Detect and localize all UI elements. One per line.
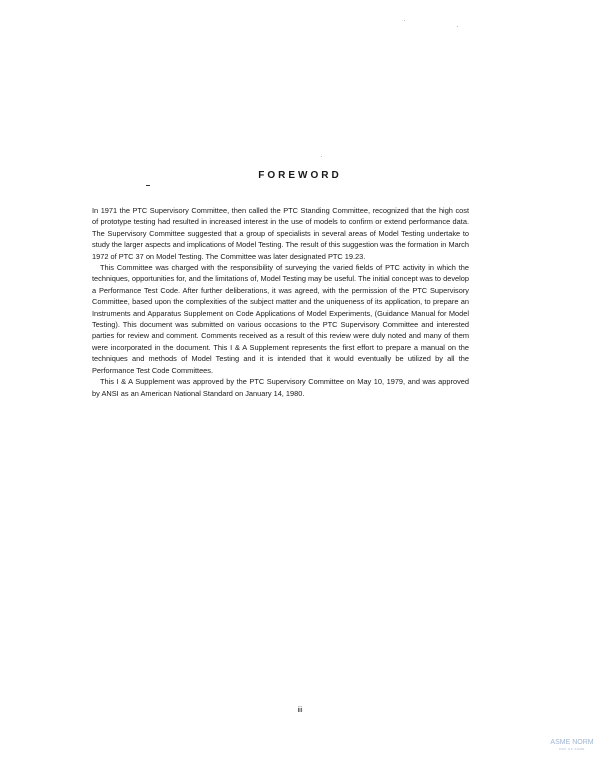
scan-speck: [457, 26, 458, 27]
dash-mark: [146, 185, 150, 186]
foreword-body: [92, 205, 469, 399]
watermark-text: ASME NORM: [550, 739, 594, 746]
paragraph: In 1971 the PTC Supervisory Committee, then called the PTC Standing Committee, recognized that the high cost of prototype testing had resulted in increased interest in the use of models to confirm or extend performance data. The Supervisory Committee suggested that a group of specialists in several areas of Model Testing undertake to study the larger aspects and implications of Model Testing. The result of this suggestion was the formation in March 1972 of PTC 37 on Model Testing. The Committee was later designated PTC 19.23.: [92, 206, 469, 261]
paragraph: This I & A Supplement was approved by the PTC Supervisory Committee on May 10, 1979, and was approved by ANSI as an American National Standard on January 14, 1980.: [92, 377, 469, 398]
scan-speck: [404, 20, 405, 21]
watermark-logo: [548, 739, 596, 751]
scan-speck: [321, 156, 322, 157]
watermark-subtext: PDF OF ASME: [559, 747, 585, 751]
page-title: FOREWORD: [258, 170, 342, 181]
page-number: iii: [297, 705, 303, 714]
paragraph: This Committee was charged with the responsibility of surveying the varied fields of PTC activity in which the techniques, opportunities for, and the limitations of, Model Testing may be useful. The initial concept was to develop a Performance Test Code. After further deliberations, it was agreed, with the permission of the PTC Supervisory Committee, based upon the complexities of the subject matter and the uniqueness of its application, to prepare an Instruments and Apparatus Supplement on Code Applications of Model Experiments, (Guidance Manual for Model Testing). This document was submitted on various occasions to the PTC Supervisory Committee and interested parties for review and comment. Comments received as a result of this review were duly noted and many of them were incorporated in the document. This I & A Supplement represents the first effort to prepare a manual on the techniques and methods of Model Testing and it is intended that it would eventually be utilized by all the Performance Test Code Committees.: [92, 263, 469, 375]
